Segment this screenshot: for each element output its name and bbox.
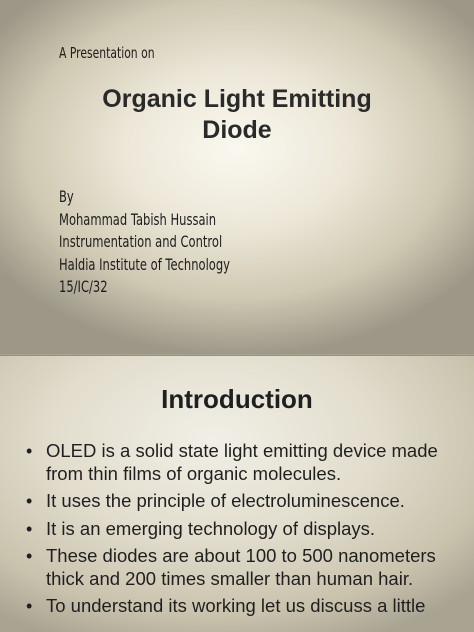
title-line-1: Organic Light Emitting — [102, 85, 372, 113]
list-item — [26, 490, 466, 513]
bullet-text: OLED is a solid state light emitting device made from thin films of organic molecules. — [46, 440, 438, 484]
list-item — [26, 518, 466, 541]
bullet-text: To understand its working let us discuss a little — [46, 595, 426, 616]
bullet-icon: • — [26, 596, 33, 616]
introduction-title: Introduction — [161, 384, 313, 414]
list-item — [26, 595, 466, 618]
author-department: Instrumentation and Control — [59, 232, 223, 251]
author-institute: Haldia Institute of Technology — [59, 254, 230, 274]
author-line: By — [59, 187, 74, 206]
slide-title — [0, 84, 474, 146]
bullet-icon: • — [26, 441, 33, 461]
bullet-icon: • — [26, 546, 33, 566]
author-name: Mohammad Tabish Hussain — [59, 209, 217, 229]
bullet-list — [26, 440, 466, 623]
bullet-text: It is an emerging technology of displays. — [46, 517, 376, 539]
author-roll-number: 15/IC/32 — [59, 277, 108, 296]
title-line-2: Diode — [202, 116, 272, 144]
list-item — [26, 545, 466, 590]
bullet-icon: • — [26, 491, 33, 511]
presentation-label: A Presentation on — [59, 44, 155, 62]
bullet-text: These diodes are about 100 to 500 nanometers thick and 200 times smaller than human hair. — [46, 545, 436, 589]
bullet-icon: • — [26, 518, 33, 539]
list-item — [26, 440, 466, 485]
author-block — [59, 186, 296, 299]
bullet-text: It uses the principle of electroluminescence. — [46, 490, 405, 511]
